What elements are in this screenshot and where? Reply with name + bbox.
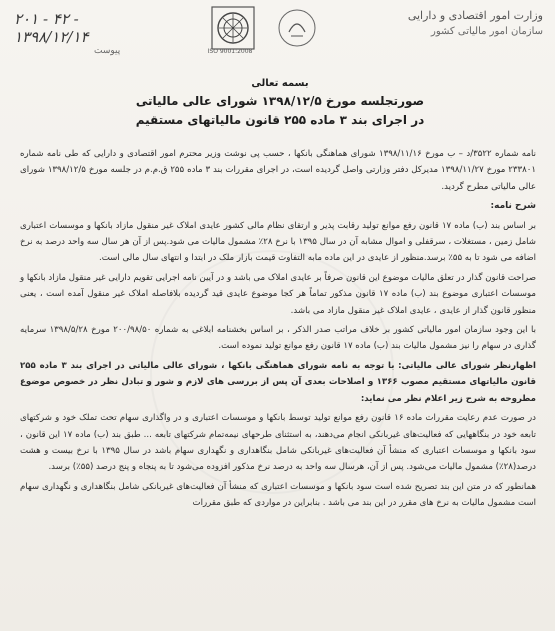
seal-mark: [275, 6, 319, 50]
title-line-1: صورتجلسه مورخ ۱۳۹۸/۱۲/۵ شورای عالی مالیاتی: [135, 94, 425, 108]
paragraph-4: در صورت عدم رعایت مقررات ماده ۱۶ قانون رفع موانع تولید توسط بانکها و موسسات اعتباری و در واگذاری سهام تحت تملک خود و شرکتهای تابعه خود در بنگاههایی که فعالیت‌های غیربانکی انجام می‌دهند، به استثنای طرحهای نیمه‌تمام شرکتهای تابعه ... طبق بند (ب) ماده ۱۷ این قانون ، سود بانکها و موسسات اعتباری که منشأ آن فعالیت‌های غیربانکی شامل بنگاهداری و نگهداری سهام باشد در سال ۱۳۹۵ با نرخ بیست و هشت درصد(۲۸٪) مشمول مالیات می‌شود. پس از آن، هرسال سه واحد به درصد نرخ مذکور افزوده می‌شود تا به پنجاه و پنج درصد (۵۵٪) برسد.: [20, 413, 536, 473]
iso-label: ISO 9001:2008: [207, 48, 253, 55]
logo-area: [200, 6, 330, 58]
organization-name: سازمان امور مالیاتی کشور: [431, 26, 543, 37]
section-heading: شرح نامه:: [490, 201, 536, 212]
paragraph-2: صراحت قانون گذار در تعلق مالیات موضوع این قانون صرفاً بر عایدی املاک می باشد و در آیین نامه اجرایی تقویم دارایی غیر منقول مازاد بانکها و موسسات اعتباری موضوع بند (ب) ماده ۱۷ قانون مذکور تماماً هر کجا موضوع عایدی قید گردیده بلافاصله املاک غیر منقول آمده است ، یعنی منظور قانون گذار از عایدی ، عایدی املاک غیر منقول مازاد می باشد.: [20, 272, 536, 316]
document-body: [20, 146, 536, 515]
doc-number: ۲۰۱ - ۴۲ -: [14, 10, 79, 28]
title-line-2: در اجرای بند ۳ ماده ۲۵۵ قانون مالیاتهای مستقیم: [135, 113, 425, 127]
intro-paragraph: نامه شماره ۳۵۲۲/د – ب مورخ ۱۳۹۸/۱۱/۱۶ شورای هماهنگی بانکها ، حسب پی نوشت وزیر محترم امور اقتصادی و دارایی که طی نامه شماره ۲۳۳۸۰۱ مورخ ۱۳۹۸/۱۱/۲۷ مدیرکل دفتر وزارتی واصل گردیده است، در اجرای مقررات بند ۳ ماده ۲۵۵ ق.م.م در جلسه مورخ ۱۳۹۸/۱۲/۵ شورای عالی مالیاتی مطرح گردید.: [20, 149, 537, 192]
paragraph-3: با این وجود سازمان امور مالیاتی کشور بر خلاف مراتب صدر الذکر ، بر اساس بخشنامه ابلاغی به شماره ۲۰۰/۹۸/۵۰ مورخ ۱۳۹۸/۵/۲۸ سرمایه گذاری در سهام را نیز مشمول مالیات بند (ب) ماده ۱۷ قانون رفع موانع تولید نموده است.: [20, 325, 536, 352]
opinion-text: با توجه به نامه شورای هماهنگی بانکها ، شورای عالی مالیاتی در اجرای بند ۳ ماده ۲۵۵ قانون مالیاتهای مستقیم مصوب ۱۳۶۶ و اصلاحات بعدی آن پس از بررسی های لازم و شور و تبادل نظر در خصوص موضوع مطروحه به شرح زیر اعلام نظر می نماید:: [20, 360, 536, 404]
title-block: [90, 76, 470, 130]
bismillah: بسمه تعالی: [251, 78, 309, 89]
attachment-label: پیوست: [94, 46, 121, 56]
emblem-logo: [211, 6, 255, 50]
letterhead: [343, 8, 543, 39]
paragraph-5: همانطور که در متن این بند تصریح شده است سود بانکها و موسسات اعتباری که منشأ آن فعالیت‌های غیربانکی شامل بنگاهداری و نگهداری سهام است مشمول مالیات به نرخ های مقرر در این بند می باشد . بنابراین در مواردی که طبق مقررات: [20, 481, 536, 509]
opinion-lead: اظهارنظر شورای عالی مالیاتی:: [398, 360, 537, 371]
paragraph-1: بر اساس بند (ب) ماده ۱۷ قانون رفع موانع تولید رقابت پذیر و ارتقای نظام مالی کشور عایدی املاک غیر منقول مازاد بانکها و موسسات اعتباری شامل زمین ، مستغلات ، سرقفلی و اموال مشابه آن در سال ۱۳۹۵ با نرخ ۲۸٪ مشمول مالیات می شود.پس از آن هر سال سه واحد درصد به نرخ اضافه می شود تا به ۵۵٪ برسد.منظور از عایدی در این ماده مابه التفاوت قیمت بازار ملک در ابتدا و انتهای سال مالی است.: [20, 220, 536, 264]
opinion-paragraph: [20, 358, 536, 407]
document-meta: [14, 10, 124, 56]
doc-date: ۱۳۹۸/۱۲/۱۴: [14, 28, 89, 46]
ministry-name: وزارت امور اقتصادی و دارایی: [407, 9, 543, 22]
